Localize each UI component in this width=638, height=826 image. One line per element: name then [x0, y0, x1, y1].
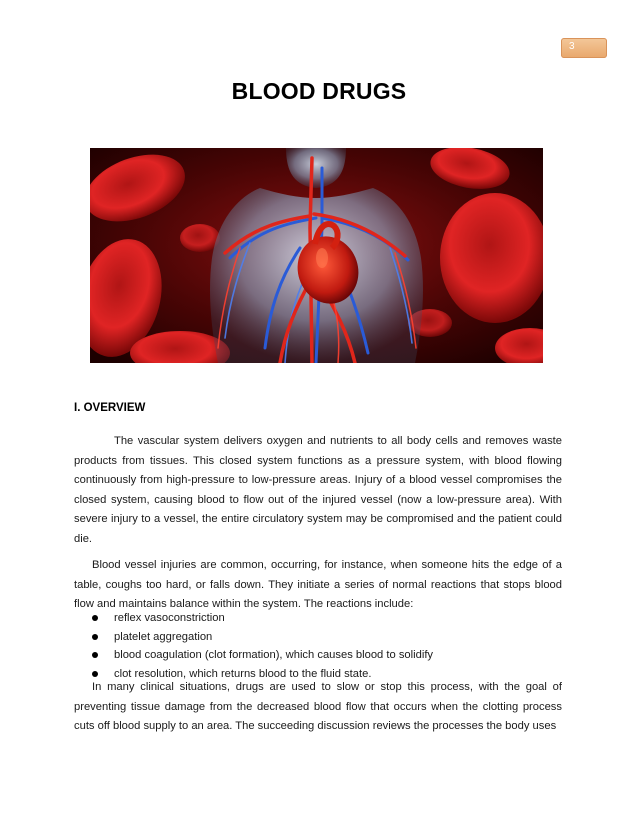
list-item-text: reflex vasoconstriction: [114, 612, 225, 624]
list-item: [92, 628, 433, 647]
bullet-icon: [92, 615, 98, 621]
list-item-text: platelet aggregation: [114, 630, 213, 643]
overview-paragraph-1: The vascular system delivers oxygen and nutrients to all body cells and removes waste products from tissues. This closed system functions as a pressure system, with blood flowing continuously from high-pressure to low-pressure areas. Injury of a blood vessel compromises the closed system, causing blood to flow out of the injured vessel (now a low-pressure area). With severe injury to a vessel, the entire circulatory system may be compromised and the patient could die.: [74, 435, 562, 545]
bullet-icon: [92, 634, 98, 640]
overview-paragraph-3: In many clinical situations, drugs are used to slow or stop this process, with the goal of preventing tissue damage from the decreased blood flow that occurs when the clotting process cuts off blood supply to an area. The succeeding discussion reviews the processes the body uses: [74, 681, 562, 732]
list-item-text: clot resolution, which returns blood to the fluid state.: [114, 667, 372, 680]
reaction-list: [92, 609, 433, 683]
section-heading-overview: I. OVERVIEW: [74, 402, 146, 414]
page-title: BLOOD DRUGS: [231, 78, 407, 104]
list-item: [92, 609, 433, 628]
bullet-icon: [92, 652, 98, 658]
page-number-badge: [561, 38, 607, 58]
list-item: [92, 646, 433, 665]
bullet-icon: [92, 671, 98, 677]
page-number: 3: [569, 41, 575, 52]
circulatory-system-illustration: [90, 148, 543, 363]
overview-paragraph-2: Blood vessel injuries are common, occurring, for instance, when someone hits the edge of a table, coughs too hard, or falls down. They initiate a series of normal reactions that stops blood flow and maintains balance within the system. The reactions include:: [74, 559, 562, 610]
list-item-text: blood coagulation (clot formation), which causes blood to solidify: [114, 649, 434, 661]
